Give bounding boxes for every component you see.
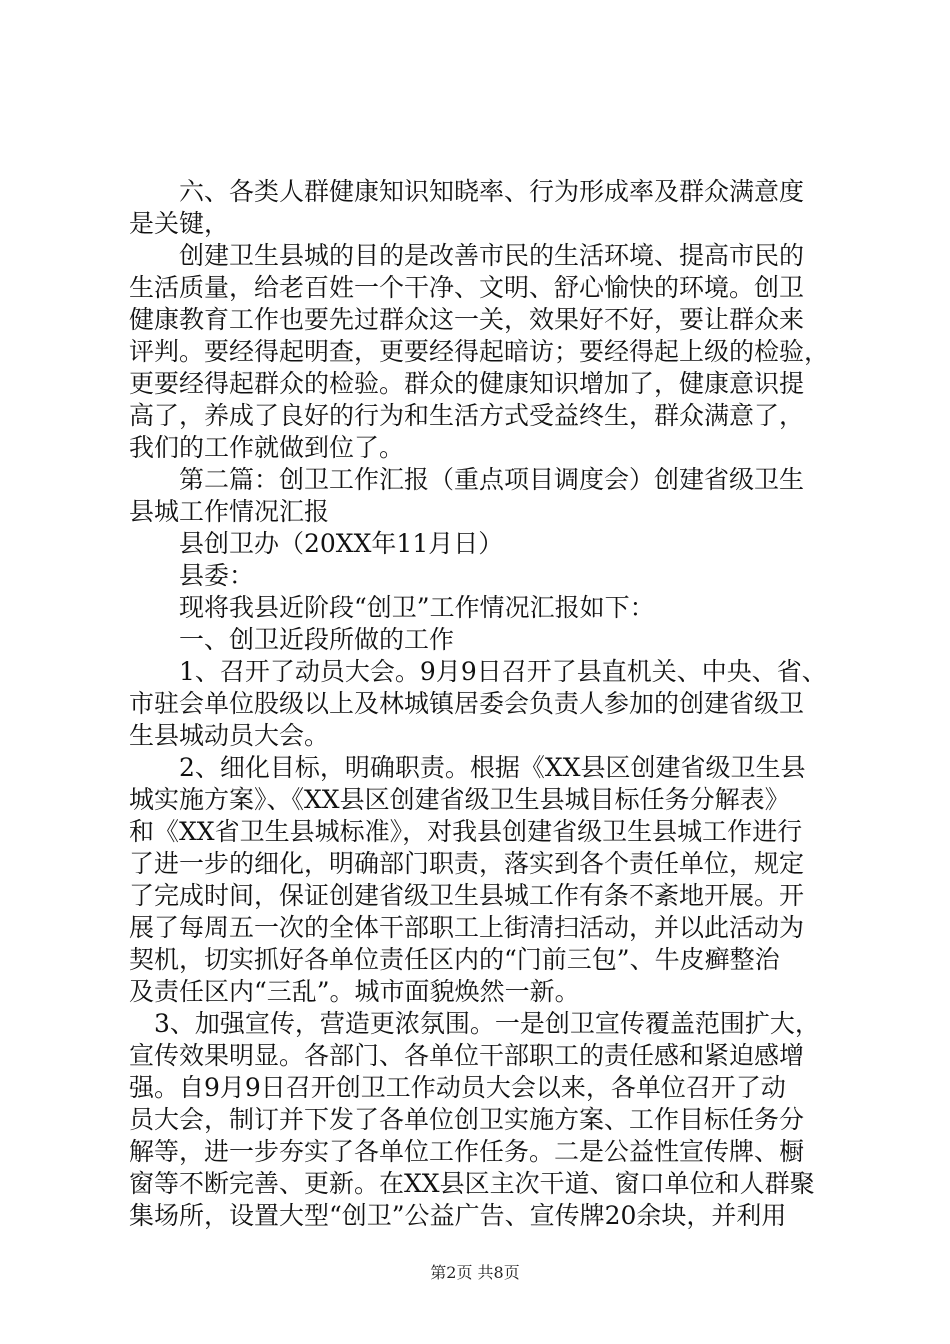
- text-line: 生县城动员大会。: [129, 721, 330, 750]
- text-line: 生活质量，给老百姓一个干净、文明、舒心愉快的环境。创卫: [129, 273, 805, 302]
- text-line: 了完成时间，保证创建省级卫生县城工作有条不紊地开展。开: [129, 881, 805, 910]
- text-line: 集场所，设置大型“创卫”公益广告、宣传牌20余块，并利用: [129, 1201, 787, 1230]
- text-line: 我们的工作就做到位了。: [129, 433, 405, 462]
- text-line: 高了，养成了良好的行为和生活方式受益终生，群众满意了，: [129, 401, 805, 430]
- text-line: 市驻会单位股级以上及林城镇居委会负责人参加的创建省级卫: [129, 689, 805, 718]
- text-line: 1、召开了动员大会。9月9日召开了县直机关、中央、省、: [129, 657, 827, 686]
- text-line: 窗等不断完善、更新。在XX县区主次干道、窗口单位和人群聚: [129, 1169, 815, 1198]
- text-line: 及责任区内“三乱”。城市面貌焕然一新。: [129, 977, 580, 1006]
- section-heading-line: 第二篇：创卫工作汇报（重点项目调度会）创建省级卫生: [129, 465, 805, 494]
- text-line: 3、加强宣传，营造更浓氛围。一是创卫宣传覆盖范围扩大，: [129, 1009, 820, 1038]
- text-line: 六、各类人群健康知识知晓率、行为形成率及群众满意度: [129, 177, 805, 206]
- document-body: [129, 176, 829, 1232]
- text-line: 强。自9月9日召开创卫工作动员大会以来，各单位召开了动: [129, 1073, 786, 1102]
- report-source-line: 县创卫办（20XX年11月日）: [129, 529, 504, 558]
- text-line: 健康教育工作也要先过群众这一关，效果好不好，要让群众来: [129, 305, 805, 334]
- text-line: 和《XX省卫生县城标准》，对我县创建省级卫生县城工作进行: [129, 817, 803, 846]
- text-line: 创建卫生县城的目的是改善市民的生活环境、提高市民的: [129, 241, 805, 270]
- text-line: 评判。要经得起明查，更要经得起暗访；要经得起上级的检验，: [129, 337, 830, 366]
- section-heading-line: 县城工作情况汇报: [129, 497, 330, 526]
- text-line: 解等，进一步夯实了各单位工作任务。二是公益性宣传牌、橱: [129, 1137, 805, 1166]
- text-line: 展了每周五一次的全体干部职工上街清扫活动，并以此活动为: [129, 913, 805, 942]
- text-line: 更要经得起群众的检验。群众的健康知识增加了，健康意识提: [129, 369, 805, 398]
- text-line: 了进一步的细化，明确部门职责，落实到各个责任单位，规定: [129, 849, 805, 878]
- text-line: 城实施方案》、《XX县区创建省级卫生县城目标任务分解表》: [129, 785, 790, 814]
- text-line: 现将我县近阶段“创卫”工作情况汇报如下：: [129, 593, 655, 622]
- subheading-line: 一、创卫近段所做的工作: [129, 625, 455, 654]
- text-line: 宣传效果明显。各部门、各单位干部职工的责任感和紧迫感增: [129, 1041, 805, 1070]
- text-line: 员大会，制订并下发了各单位创卫实施方案、工作目标任务分: [129, 1105, 805, 1134]
- text-line: 2、细化目标，明确职责。根据《XX县区创建省级卫生县: [129, 753, 806, 782]
- text-line: 是关键，: [129, 209, 230, 238]
- page-footer: 第2页 共8页: [430, 1263, 520, 1282]
- salutation-line: 县委：: [129, 561, 255, 590]
- text-line: 契机，切实抓好各单位责任区内的“门前三包”、牛皮癣整治: [129, 945, 780, 974]
